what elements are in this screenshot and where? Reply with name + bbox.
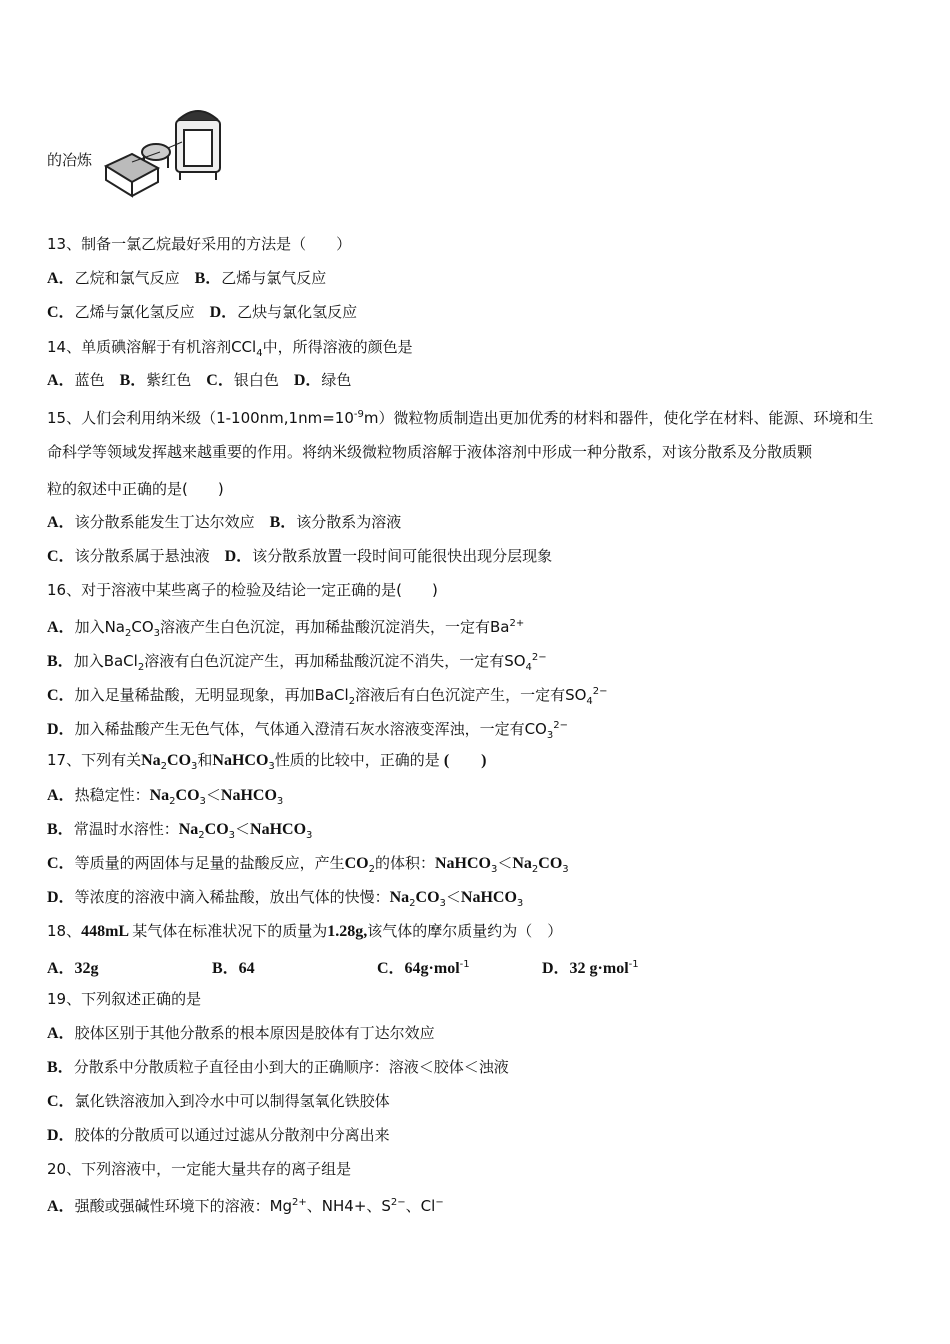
text-segment: 加入足量稀盐酸，无明显现象，再加BaCl bbox=[74, 686, 349, 704]
text-segment: 溶液后有白色沉淀产生，一定有SO bbox=[355, 686, 587, 704]
text-segment: A．32g bbox=[47, 960, 99, 977]
text-segment: 等质量的两固体与足量的盐酸反应，产生 bbox=[74, 854, 345, 872]
subscript: 3 bbox=[153, 628, 161, 639]
option-d bbox=[542, 955, 707, 979]
superscript: − bbox=[435, 1197, 444, 1208]
text-segment: C． bbox=[47, 548, 75, 565]
superscript: 2− bbox=[390, 1197, 406, 1208]
text-segment: ＜ bbox=[235, 820, 251, 838]
text-segment: 乙烯与氯气反应 bbox=[221, 269, 327, 287]
text-segment: ＜ bbox=[205, 786, 221, 804]
subscript: 3 bbox=[546, 730, 554, 741]
subscript: 3 bbox=[306, 830, 313, 841]
subscript: 3 bbox=[191, 761, 198, 772]
superscript: -1 bbox=[628, 959, 639, 970]
text-segment: D． bbox=[47, 889, 75, 906]
text-segment: 和 bbox=[197, 751, 213, 769]
superscript: 2− bbox=[553, 720, 568, 731]
subscript: 2 bbox=[368, 864, 375, 875]
text-segment: CO bbox=[167, 752, 192, 769]
text-segment: 常温时水溶性： bbox=[73, 820, 179, 838]
text-segment: 绿色 bbox=[321, 371, 352, 389]
text-segment: 强酸或强碱性环境下的溶液：Mg bbox=[74, 1197, 293, 1215]
text-segment: 15、人们会利用纳米级（1-100nm,1nm=10 bbox=[47, 409, 354, 427]
text-segment: 的体积： bbox=[374, 854, 435, 872]
text-segment: CO bbox=[131, 618, 154, 636]
text-segment: 胶体的分散质可以通过过滤从分散剂中分离出来 bbox=[74, 1126, 390, 1144]
superscript: -1 bbox=[459, 959, 470, 970]
text-segment: C． bbox=[47, 687, 75, 704]
text-segment: Na bbox=[512, 855, 532, 872]
superscript: 2− bbox=[592, 686, 608, 697]
text-segment: A． bbox=[47, 1198, 75, 1215]
text-segment: B． bbox=[47, 821, 74, 838]
subscript: 2 bbox=[137, 662, 145, 673]
subscript: 2 bbox=[169, 796, 176, 807]
text-segment: NaHCO bbox=[250, 821, 307, 838]
text-segment: 性质的比较中，正确的是 bbox=[274, 751, 440, 769]
text-segment: 银白色 bbox=[233, 371, 294, 389]
text-segment: 乙烷和氯气反应 bbox=[74, 269, 195, 287]
text-segment: A． bbox=[47, 270, 75, 287]
text-segment: NaHCO bbox=[220, 787, 277, 804]
q15-stem-1 bbox=[47, 405, 874, 428]
q18-options bbox=[47, 955, 707, 979]
text-segment: NaHCO bbox=[460, 889, 517, 906]
text-segment: C． bbox=[47, 304, 75, 321]
text-segment: CO bbox=[175, 787, 200, 804]
text-segment: 分散系中分散质粒子直径由小到大的正确顺序：溶液＜胶体＜浊液 bbox=[73, 1058, 509, 1076]
option-c bbox=[377, 955, 542, 979]
text-segment: 溶液有白色沉淀产生，再加稀盐酸沉淀不消失，一定有SO bbox=[144, 652, 526, 670]
text-segment: C． bbox=[47, 855, 75, 872]
q18-stem bbox=[47, 921, 562, 942]
text-segment: 、NH4+、S bbox=[306, 1197, 391, 1215]
text-segment: CO bbox=[204, 821, 229, 838]
text-segment: 该分散系为溶液 bbox=[296, 513, 402, 531]
q16-option-b bbox=[47, 648, 547, 678]
text-segment: 该气体的摩尔质量约为（ ） bbox=[367, 922, 563, 940]
text-segment: 等浓度的溶液中滴入稀盐酸，放出气体的快慢： bbox=[74, 888, 390, 906]
text-segment: 粒的叙述中正确的是( ) bbox=[47, 480, 224, 498]
superscript: 2+ bbox=[292, 1197, 307, 1208]
subscript: 3 bbox=[516, 898, 524, 909]
text-segment: 热稳定性： bbox=[74, 786, 150, 804]
text-segment: 加入BaCl bbox=[73, 652, 138, 670]
subscript: 2 bbox=[198, 830, 205, 841]
text-segment: D．32 g·mol bbox=[542, 960, 629, 977]
text-segment: B． bbox=[119, 372, 147, 389]
text-segment: 乙烯与氯化氢反应 bbox=[74, 303, 210, 321]
text-segment: CO bbox=[415, 889, 440, 906]
q19-stem bbox=[47, 989, 201, 1009]
text-segment: Na bbox=[149, 787, 170, 804]
text-segment: 18、 bbox=[47, 922, 82, 940]
subscript: 3 bbox=[228, 830, 236, 841]
text-segment: Na bbox=[178, 821, 199, 838]
q20-option-a bbox=[47, 1193, 444, 1217]
text-segment: 448mL bbox=[81, 923, 133, 940]
q19-option-c bbox=[47, 1091, 390, 1112]
q16-option-c bbox=[47, 682, 608, 712]
subscript: 3 bbox=[490, 864, 498, 875]
subscript: 3 bbox=[439, 898, 446, 909]
text-segment: D． bbox=[293, 372, 322, 389]
option-a bbox=[47, 958, 212, 979]
q13-options-ab bbox=[47, 268, 326, 289]
superscript: 2+ bbox=[509, 618, 525, 629]
q17-option-a bbox=[47, 785, 283, 812]
text-segment: B． bbox=[269, 514, 297, 531]
text-segment: 某气体在标准状况下的质量为 bbox=[132, 922, 328, 940]
text-segment: A． bbox=[47, 514, 75, 531]
subscript: 2 bbox=[124, 628, 132, 639]
text-segment: D． bbox=[209, 304, 238, 321]
intro-fragment: 的冶炼 bbox=[47, 151, 93, 169]
text-segment: 1.28g, bbox=[327, 923, 368, 940]
subscript: 3 bbox=[562, 864, 569, 875]
text-segment: 紫红色 bbox=[146, 371, 207, 389]
subscript: 3 bbox=[268, 761, 275, 772]
text-segment: C． bbox=[206, 372, 234, 389]
text-segment: 17、下列有关 bbox=[47, 751, 142, 769]
subscript: 4 bbox=[525, 662, 532, 673]
smelting-illustration bbox=[98, 100, 226, 200]
text-segment: 、Cl bbox=[405, 1197, 436, 1215]
subscript: 3 bbox=[199, 796, 206, 807]
text-segment: A． bbox=[47, 372, 75, 389]
text-segment: 溶液产生白色沉淀，再加稀盐酸沉淀消失，一定有Ba bbox=[160, 618, 510, 636]
text-segment: D． bbox=[47, 1127, 75, 1144]
text-segment: 19、下列叙述正确的是 bbox=[47, 990, 202, 1008]
q17-option-d bbox=[47, 887, 523, 914]
text-segment: 14、单质碘溶解于有机溶剂CCl bbox=[47, 338, 257, 356]
q16-option-a bbox=[47, 614, 524, 644]
text-segment: NaHCO bbox=[212, 752, 269, 769]
q16-option-d bbox=[47, 716, 568, 746]
text-segment: 蓝色 bbox=[74, 371, 120, 389]
subscript: 4 bbox=[586, 696, 593, 707]
text-segment: B． bbox=[47, 1059, 74, 1076]
q15-options-cd bbox=[47, 546, 552, 567]
q13-options-cd bbox=[47, 302, 357, 323]
q19-option-d bbox=[47, 1125, 390, 1146]
text-segment: 氯化铁溶液加入到冷水中可以制得氢氧化铁胶体 bbox=[74, 1092, 390, 1110]
text-segment: 13、制备一氯乙烷最好采用的方法是（ ） bbox=[47, 235, 352, 253]
text-segment: ＜ bbox=[497, 854, 513, 872]
text-segment: D． bbox=[47, 721, 75, 738]
text-segment: CO bbox=[344, 855, 369, 872]
superscript: -9 bbox=[353, 409, 364, 420]
text-segment: m）微粒物质制造出更加优秀的材料和器件，使化学在材料、能源、环境和生 bbox=[363, 409, 874, 427]
text-segment: A． bbox=[47, 619, 75, 636]
text-segment: A． bbox=[47, 1025, 75, 1042]
text-segment: 该分散系属于悬浊液 bbox=[74, 547, 225, 565]
q13-stem bbox=[47, 234, 351, 254]
q16-stem bbox=[47, 580, 438, 600]
subscript: 2 bbox=[160, 761, 168, 772]
superscript: 2− bbox=[531, 652, 547, 663]
text-segment: ＜ bbox=[445, 888, 461, 906]
text-segment: D． bbox=[224, 548, 253, 565]
text-segment: 20、下列溶液中，一定能大量共存的离子组是 bbox=[47, 1160, 352, 1178]
text-segment: CO bbox=[538, 855, 563, 872]
text-segment: B．64 bbox=[212, 960, 255, 977]
text-segment: B． bbox=[47, 653, 74, 670]
subscript: 2 bbox=[531, 864, 539, 875]
q14-options bbox=[47, 370, 351, 391]
q20-stem bbox=[47, 1159, 351, 1179]
text-segment: C．64g·mol bbox=[377, 960, 460, 977]
text-segment: A． bbox=[47, 787, 75, 804]
subscript: 2 bbox=[348, 696, 356, 707]
option-b bbox=[212, 958, 377, 979]
q17-option-b bbox=[47, 819, 312, 846]
text-segment: Na bbox=[141, 752, 161, 769]
q19-option-b bbox=[47, 1057, 509, 1078]
q14-stem bbox=[47, 337, 413, 364]
subscript: 3 bbox=[276, 796, 284, 807]
q17-option-c bbox=[47, 853, 569, 880]
text-segment: 16、对于溶液中某些离子的检验及结论一定正确的是( ) bbox=[47, 581, 438, 599]
text-segment: B． bbox=[194, 270, 222, 287]
q17-stem bbox=[47, 750, 486, 777]
subscript: 4 bbox=[256, 348, 263, 359]
q15-options-ab bbox=[47, 512, 401, 533]
text-segment: C． bbox=[47, 1093, 75, 1110]
text-segment: 该分散系能发生丁达尔效应 bbox=[74, 513, 270, 531]
text-segment: 乙炔与氯化氢反应 bbox=[237, 303, 358, 321]
text-segment: 胶体区别于其他分散系的根本原因是胶体有丁达尔效应 bbox=[74, 1024, 435, 1042]
q15-stem-3 bbox=[47, 479, 224, 499]
text-segment: ( ) bbox=[439, 752, 487, 769]
text-segment: 加入稀盐酸产生无色气体，气体通入澄清石灰水溶液变浑浊，一定有CO bbox=[74, 720, 547, 738]
text-segment: 中，所得溶液的颜色是 bbox=[262, 338, 413, 356]
text-segment: NaHCO bbox=[434, 855, 491, 872]
q19-option-a bbox=[47, 1023, 435, 1044]
subscript: 2 bbox=[409, 898, 416, 909]
text-segment: 加入Na bbox=[74, 618, 125, 636]
text-segment: Na bbox=[389, 889, 410, 906]
q15-stem-2 bbox=[47, 442, 812, 462]
text-segment: 该分散系放置一段时间可能很快出现分层现象 bbox=[252, 547, 553, 565]
text-segment: 命科学等领域发挥越来越重要的作用。将纳米级微粒物质溶解于液体溶剂中形成一种分散系，对该分散系及分散质颗 bbox=[47, 443, 813, 461]
